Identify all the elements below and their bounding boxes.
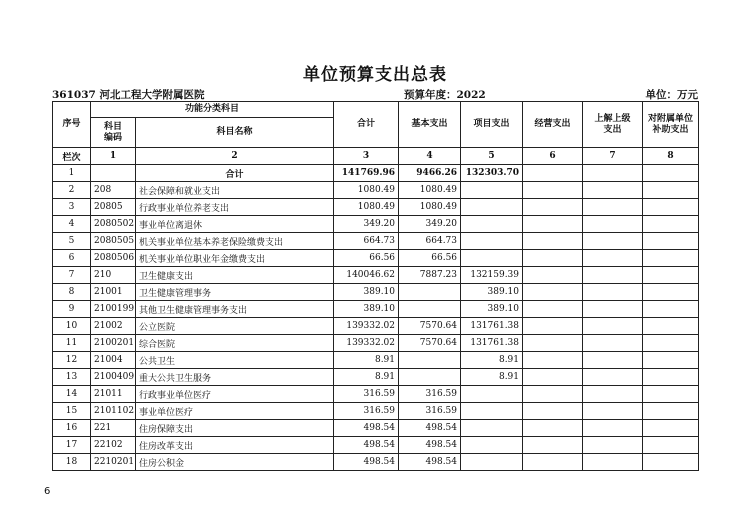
row-upper [583, 182, 643, 199]
row-name: 公共卫生 [136, 352, 334, 369]
row-name: 住房改革支出 [136, 437, 334, 454]
row-upper [583, 216, 643, 233]
row-code: 221 [91, 420, 136, 437]
row-total: 389.10 [334, 301, 399, 318]
row-code: 210 [91, 267, 136, 284]
row-basic [399, 369, 461, 386]
table-row [53, 403, 699, 420]
row-seq: 17 [53, 437, 91, 454]
total-seq: 1 [53, 165, 91, 182]
col-index-cell: 7 [583, 148, 643, 165]
col-index-cell: 2 [136, 148, 334, 165]
row-name: 机关事业单位职业年金缴费支出 [136, 250, 334, 267]
row-seq: 3 [53, 199, 91, 216]
row-business [523, 369, 583, 386]
total-code [91, 165, 136, 182]
row-subsidy [643, 250, 699, 267]
row-subsidy [643, 437, 699, 454]
row-code: 2080506 [91, 250, 136, 267]
row-upper [583, 233, 643, 250]
row-subsidy [643, 403, 699, 420]
row-subsidy [643, 420, 699, 437]
row-code: 21001 [91, 284, 136, 301]
row-total: 140046.62 [334, 267, 399, 284]
table-row [53, 335, 699, 352]
row-code: 2080505 [91, 233, 136, 250]
row-seq: 7 [53, 267, 91, 284]
row-seq: 11 [53, 335, 91, 352]
row-total: 66.56 [334, 250, 399, 267]
header-project: 项目支出 [461, 102, 523, 148]
row-basic: 7570.64 [399, 335, 461, 352]
row-subsidy [643, 267, 699, 284]
page-number: 6 [44, 486, 51, 497]
header-seq: 序号 [53, 102, 91, 148]
row-business [523, 233, 583, 250]
row-upper [583, 318, 643, 335]
row-total: 389.10 [334, 284, 399, 301]
row-total: 8.91 [334, 352, 399, 369]
row-business [523, 318, 583, 335]
header-name: 科目名称 [136, 118, 334, 148]
row-project: 8.91 [461, 352, 523, 369]
row-basic: 316.59 [399, 386, 461, 403]
table-row [53, 454, 699, 471]
row-project [461, 454, 523, 471]
row-project: 131761.38 [461, 335, 523, 352]
row-total: 8.91 [334, 369, 399, 386]
total-business [523, 165, 583, 182]
row-subsidy [643, 199, 699, 216]
table-row [53, 420, 699, 437]
row-name: 卫生健康管理事务 [136, 284, 334, 301]
page-title: 单位预算支出总表 [303, 65, 447, 85]
row-subsidy [643, 318, 699, 335]
row-business [523, 284, 583, 301]
table-row [53, 216, 699, 233]
row-business [523, 437, 583, 454]
row-total: 498.54 [334, 437, 399, 454]
row-name: 事业单位离退休 [136, 216, 334, 233]
row-project: 389.10 [461, 301, 523, 318]
row-upper [583, 420, 643, 437]
col-index-cell: 1 [91, 148, 136, 165]
total-project: 132303.70 [461, 165, 523, 182]
row-basic [399, 284, 461, 301]
row-code: 2101102 [91, 403, 136, 420]
row-code: 2080502 [91, 216, 136, 233]
row-business [523, 267, 583, 284]
col-index-cell: 4 [399, 148, 461, 165]
row-name: 行政事业单位养老支出 [136, 199, 334, 216]
row-business [523, 454, 583, 471]
row-code: 21004 [91, 352, 136, 369]
row-project [461, 216, 523, 233]
header-business: 经营支出 [523, 102, 583, 148]
row-name: 社会保障和就业支出 [136, 182, 334, 199]
row-project [461, 403, 523, 420]
table-row [53, 437, 699, 454]
row-project [461, 386, 523, 403]
row-basic: 66.56 [399, 250, 461, 267]
table-row [53, 386, 699, 403]
row-basic: 498.54 [399, 454, 461, 471]
row-business [523, 250, 583, 267]
row-total: 1080.49 [334, 199, 399, 216]
row-project: 131761.38 [461, 318, 523, 335]
col-index-cell: 5 [461, 148, 523, 165]
row-business [523, 386, 583, 403]
row-total: 664.73 [334, 233, 399, 250]
total-basic: 9466.26 [399, 165, 461, 182]
row-upper [583, 335, 643, 352]
row-code: 2100199 [91, 301, 136, 318]
row-name: 住房公积金 [136, 454, 334, 471]
header-basic: 基本支出 [399, 102, 461, 148]
row-subsidy [643, 216, 699, 233]
row-project [461, 437, 523, 454]
table-row [53, 199, 699, 216]
row-seq: 4 [53, 216, 91, 233]
row-business [523, 216, 583, 233]
row-seq: 5 [53, 233, 91, 250]
row-business [523, 403, 583, 420]
table-row [53, 182, 699, 199]
row-total: 1080.49 [334, 182, 399, 199]
row-subsidy [643, 352, 699, 369]
row-code: 21011 [91, 386, 136, 403]
row-subsidy [643, 335, 699, 352]
row-upper [583, 301, 643, 318]
row-total: 316.59 [334, 386, 399, 403]
row-project [461, 199, 523, 216]
row-seq: 18 [53, 454, 91, 471]
table-row [53, 318, 699, 335]
row-seq: 2 [53, 182, 91, 199]
table-row [53, 267, 699, 284]
table-row [53, 369, 699, 386]
col-index-cell: 6 [523, 148, 583, 165]
row-seq: 15 [53, 403, 91, 420]
row-upper [583, 386, 643, 403]
row-subsidy [643, 301, 699, 318]
row-project [461, 182, 523, 199]
row-basic: 7887.23 [399, 267, 461, 284]
total-upper [583, 165, 643, 182]
header-code: 科目 编码 [91, 118, 136, 148]
row-project [461, 250, 523, 267]
row-basic: 1080.49 [399, 182, 461, 199]
row-name: 公立医院 [136, 318, 334, 335]
table-row [53, 250, 699, 267]
column-index-row [53, 148, 699, 165]
row-upper [583, 352, 643, 369]
row-name: 其他卫生健康管理事务支出 [136, 301, 334, 318]
header-subsidy: 对附属单位 补助支出 [643, 102, 699, 148]
row-basic: 316.59 [399, 403, 461, 420]
row-upper [583, 369, 643, 386]
row-business [523, 301, 583, 318]
row-name: 机关事业单位基本养老保险缴费支出 [136, 233, 334, 250]
row-seq: 8 [53, 284, 91, 301]
row-project: 8.91 [461, 369, 523, 386]
row-total: 498.54 [334, 420, 399, 437]
total-row [53, 165, 699, 182]
row-code: 2100201 [91, 335, 136, 352]
header-category-group: 功能分类科目 [91, 102, 334, 118]
table-row [53, 233, 699, 250]
table-row [53, 352, 699, 369]
row-name: 住房保障支出 [136, 420, 334, 437]
row-total: 139332.02 [334, 318, 399, 335]
row-name: 综合医院 [136, 335, 334, 352]
table-row [53, 284, 699, 301]
table-row [53, 301, 699, 318]
row-upper [583, 284, 643, 301]
col-index-cell: 3 [334, 148, 399, 165]
row-subsidy [643, 454, 699, 471]
row-upper [583, 267, 643, 284]
total-subsidy [643, 165, 699, 182]
row-upper [583, 199, 643, 216]
row-project [461, 233, 523, 250]
row-basic [399, 352, 461, 369]
row-upper [583, 437, 643, 454]
total-label: 合计 [136, 165, 334, 182]
row-code: 21002 [91, 318, 136, 335]
row-basic: 664.73 [399, 233, 461, 250]
col-index-cell: 8 [643, 148, 699, 165]
row-seq: 14 [53, 386, 91, 403]
row-basic [399, 301, 461, 318]
row-seq: 6 [53, 250, 91, 267]
row-seq: 16 [53, 420, 91, 437]
total-amount: 141769.96 [334, 165, 399, 182]
unit-name: 361037 河北工程大学附属医院 [52, 89, 205, 101]
row-seq: 10 [53, 318, 91, 335]
row-subsidy [643, 182, 699, 199]
row-basic: 349.20 [399, 216, 461, 233]
row-subsidy [643, 233, 699, 250]
row-subsidy [643, 284, 699, 301]
row-total: 498.54 [334, 454, 399, 471]
row-subsidy [643, 386, 699, 403]
row-name: 事业单位医疗 [136, 403, 334, 420]
row-code: 2100409 [91, 369, 136, 386]
row-seq: 9 [53, 301, 91, 318]
row-basic: 498.54 [399, 437, 461, 454]
row-project: 389.10 [461, 284, 523, 301]
row-code: 208 [91, 182, 136, 199]
row-upper [583, 454, 643, 471]
row-business [523, 182, 583, 199]
row-code: 2210201 [91, 454, 136, 471]
row-business [523, 420, 583, 437]
row-total: 349.20 [334, 216, 399, 233]
row-business [523, 199, 583, 216]
row-name: 重大公共卫生服务 [136, 369, 334, 386]
info-row [52, 87, 698, 101]
row-code: 20805 [91, 199, 136, 216]
row-name: 卫生健康支出 [136, 267, 334, 284]
row-upper [583, 403, 643, 420]
row-upper [583, 250, 643, 267]
budget-table [52, 101, 699, 471]
row-code: 22102 [91, 437, 136, 454]
header-upper: 上解上级 支出 [583, 102, 643, 148]
row-basic: 498.54 [399, 420, 461, 437]
col-index-cell: 栏次 [53, 148, 91, 165]
row-seq: 12 [53, 352, 91, 369]
row-seq: 13 [53, 369, 91, 386]
row-basic: 1080.49 [399, 199, 461, 216]
row-project [461, 420, 523, 437]
header-total: 合计 [334, 102, 399, 148]
budget-year: 预算年度：2022 [404, 89, 486, 101]
row-total: 139332.02 [334, 335, 399, 352]
row-name: 行政事业单位医疗 [136, 386, 334, 403]
row-business [523, 352, 583, 369]
row-project: 132159.39 [461, 267, 523, 284]
row-subsidy [643, 369, 699, 386]
row-total: 316.59 [334, 403, 399, 420]
currency-unit: 单位：万元 [645, 89, 698, 101]
row-basic: 7570.64 [399, 318, 461, 335]
row-business [523, 335, 583, 352]
